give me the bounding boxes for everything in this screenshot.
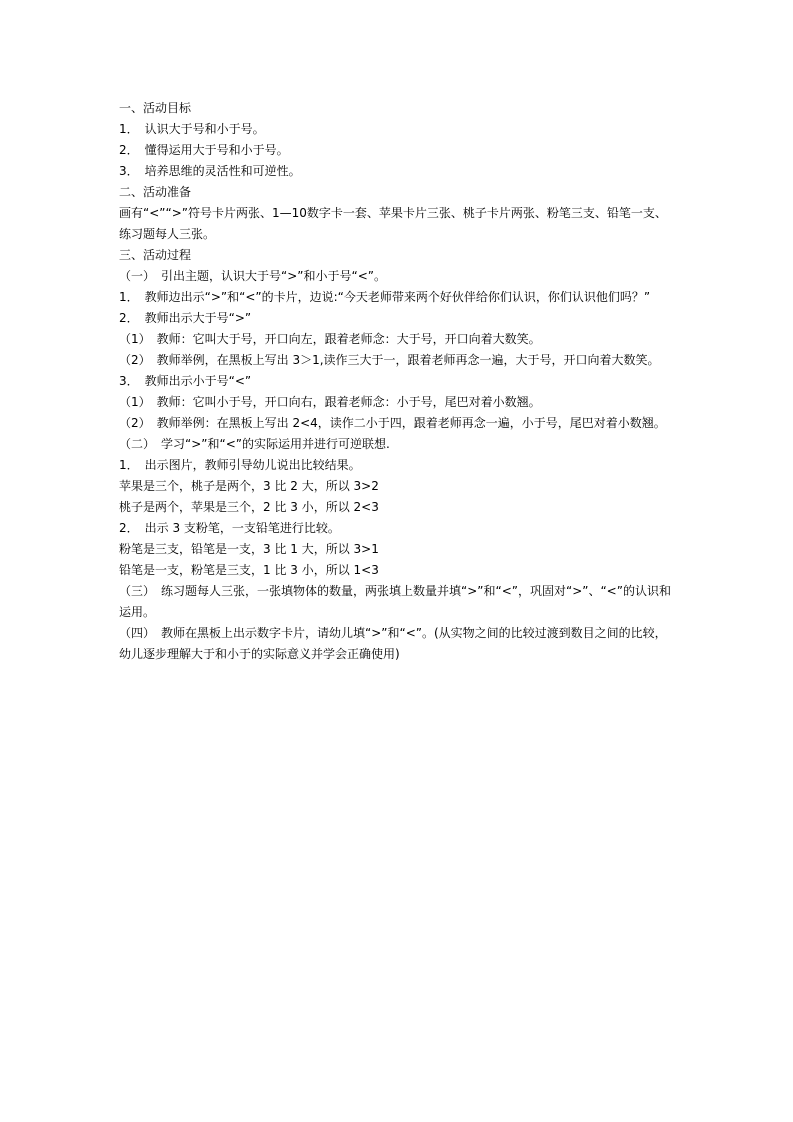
goal-item-3: 3． 培养思维的灵活性和可逆性。 bbox=[119, 164, 301, 178]
preparation-text-line-2: 练习题每人三张。 bbox=[119, 227, 216, 241]
section-heading-goals: 一、活动目标 bbox=[119, 101, 192, 115]
process-step-2-example-3: 粉笔是三支，铅笔是一支，3 比 1 大，所以 3>1 bbox=[119, 542, 379, 556]
process-step-4-line-2: 幼儿逐步理解大于和小于的实际意义并学会正确使用) bbox=[119, 647, 400, 661]
process-step-3-line-2: 运用。 bbox=[119, 605, 156, 619]
process-step-2-heading: （二） 学习“>”和“<”的实际运用并进行可逆联想. bbox=[119, 437, 390, 451]
process-step-2-example-2: 桃子是两个，苹果是三个，2 比 3 小，所以 2<3 bbox=[119, 500, 379, 514]
goal-item-1: 1． 认识大于号和小于号。 bbox=[119, 122, 265, 136]
process-step-1-heading: （一） 引出主题，认识大于号“>”和小于号“<”。 bbox=[119, 269, 386, 283]
process-step-2-item-2: 2． 出示 3 支粉笔，一支铅笔进行比较。 bbox=[119, 521, 340, 535]
document-body bbox=[119, 98, 679, 665]
process-step-2-example-4: 铅笔是一支，粉笔是三支，1 比 3 小，所以 1<3 bbox=[119, 563, 379, 577]
process-step-1-item-1: 1． 教师边出示“>”和“<”的卡片，边说:“今天老师带来两个好伙伴给你们认识，你们认识他们吗？” bbox=[119, 290, 651, 304]
process-step-1-item-3: 3． 教师出示小于号“<” bbox=[119, 374, 252, 388]
process-step-1-item-3-sub-1: （1） 教师：它叫小于号，开口向右，跟着老师念：小于号，尾巴对着小数翘。 bbox=[119, 395, 541, 409]
process-step-1-item-2-sub-1: （1） 教师：它叫大于号，开口向左，跟着老师念：大于号，开口向着大数笑。 bbox=[119, 332, 541, 346]
section-heading-process: 三、活动过程 bbox=[119, 248, 192, 262]
process-step-1-item-2: 2． 教师出示大于号“>” bbox=[119, 311, 252, 325]
process-step-4-line-1: （四） 教师在黑板上出示数字卡片，请幼儿填“>”和“<”。(从实物之间的比较过渡到数目之间的比较， bbox=[119, 626, 667, 640]
process-step-1-item-2-sub-2: （2） 教师举例，在黑板上写出 3＞1,读作三大于一，跟着老师再念一遍，大于号，开口向着大数笑。 bbox=[119, 353, 660, 367]
process-step-3-line-1: （三） 练习题每人三张，一张填物体的数量，两张填上数量并填“>”和“<”，巩固对“>”、“<”的认识和 bbox=[119, 584, 671, 598]
section-heading-preparation: 二、活动准备 bbox=[119, 185, 192, 199]
process-step-1-item-3-sub-2: （2） 教师举例：在黑板上写出 2<4，读作二小于四，跟着老师再念一遍，小于号，尾巴对着小数翘。 bbox=[119, 416, 666, 430]
process-step-2-item-1: 1． 出示图片，教师引导幼儿说出比较结果。 bbox=[119, 458, 361, 472]
preparation-text-line-1: 画有“<”“>”符号卡片两张、1—10数字卡一套、苹果卡片三张、桃子卡片两张、粉笔三支、铅笔一支、 bbox=[119, 206, 667, 220]
process-step-2-example-1: 苹果是三个，桃子是两个，3 比 2 大，所以 3>2 bbox=[119, 479, 379, 493]
goal-item-2: 2． 懂得运用大于号和小于号。 bbox=[119, 143, 289, 157]
